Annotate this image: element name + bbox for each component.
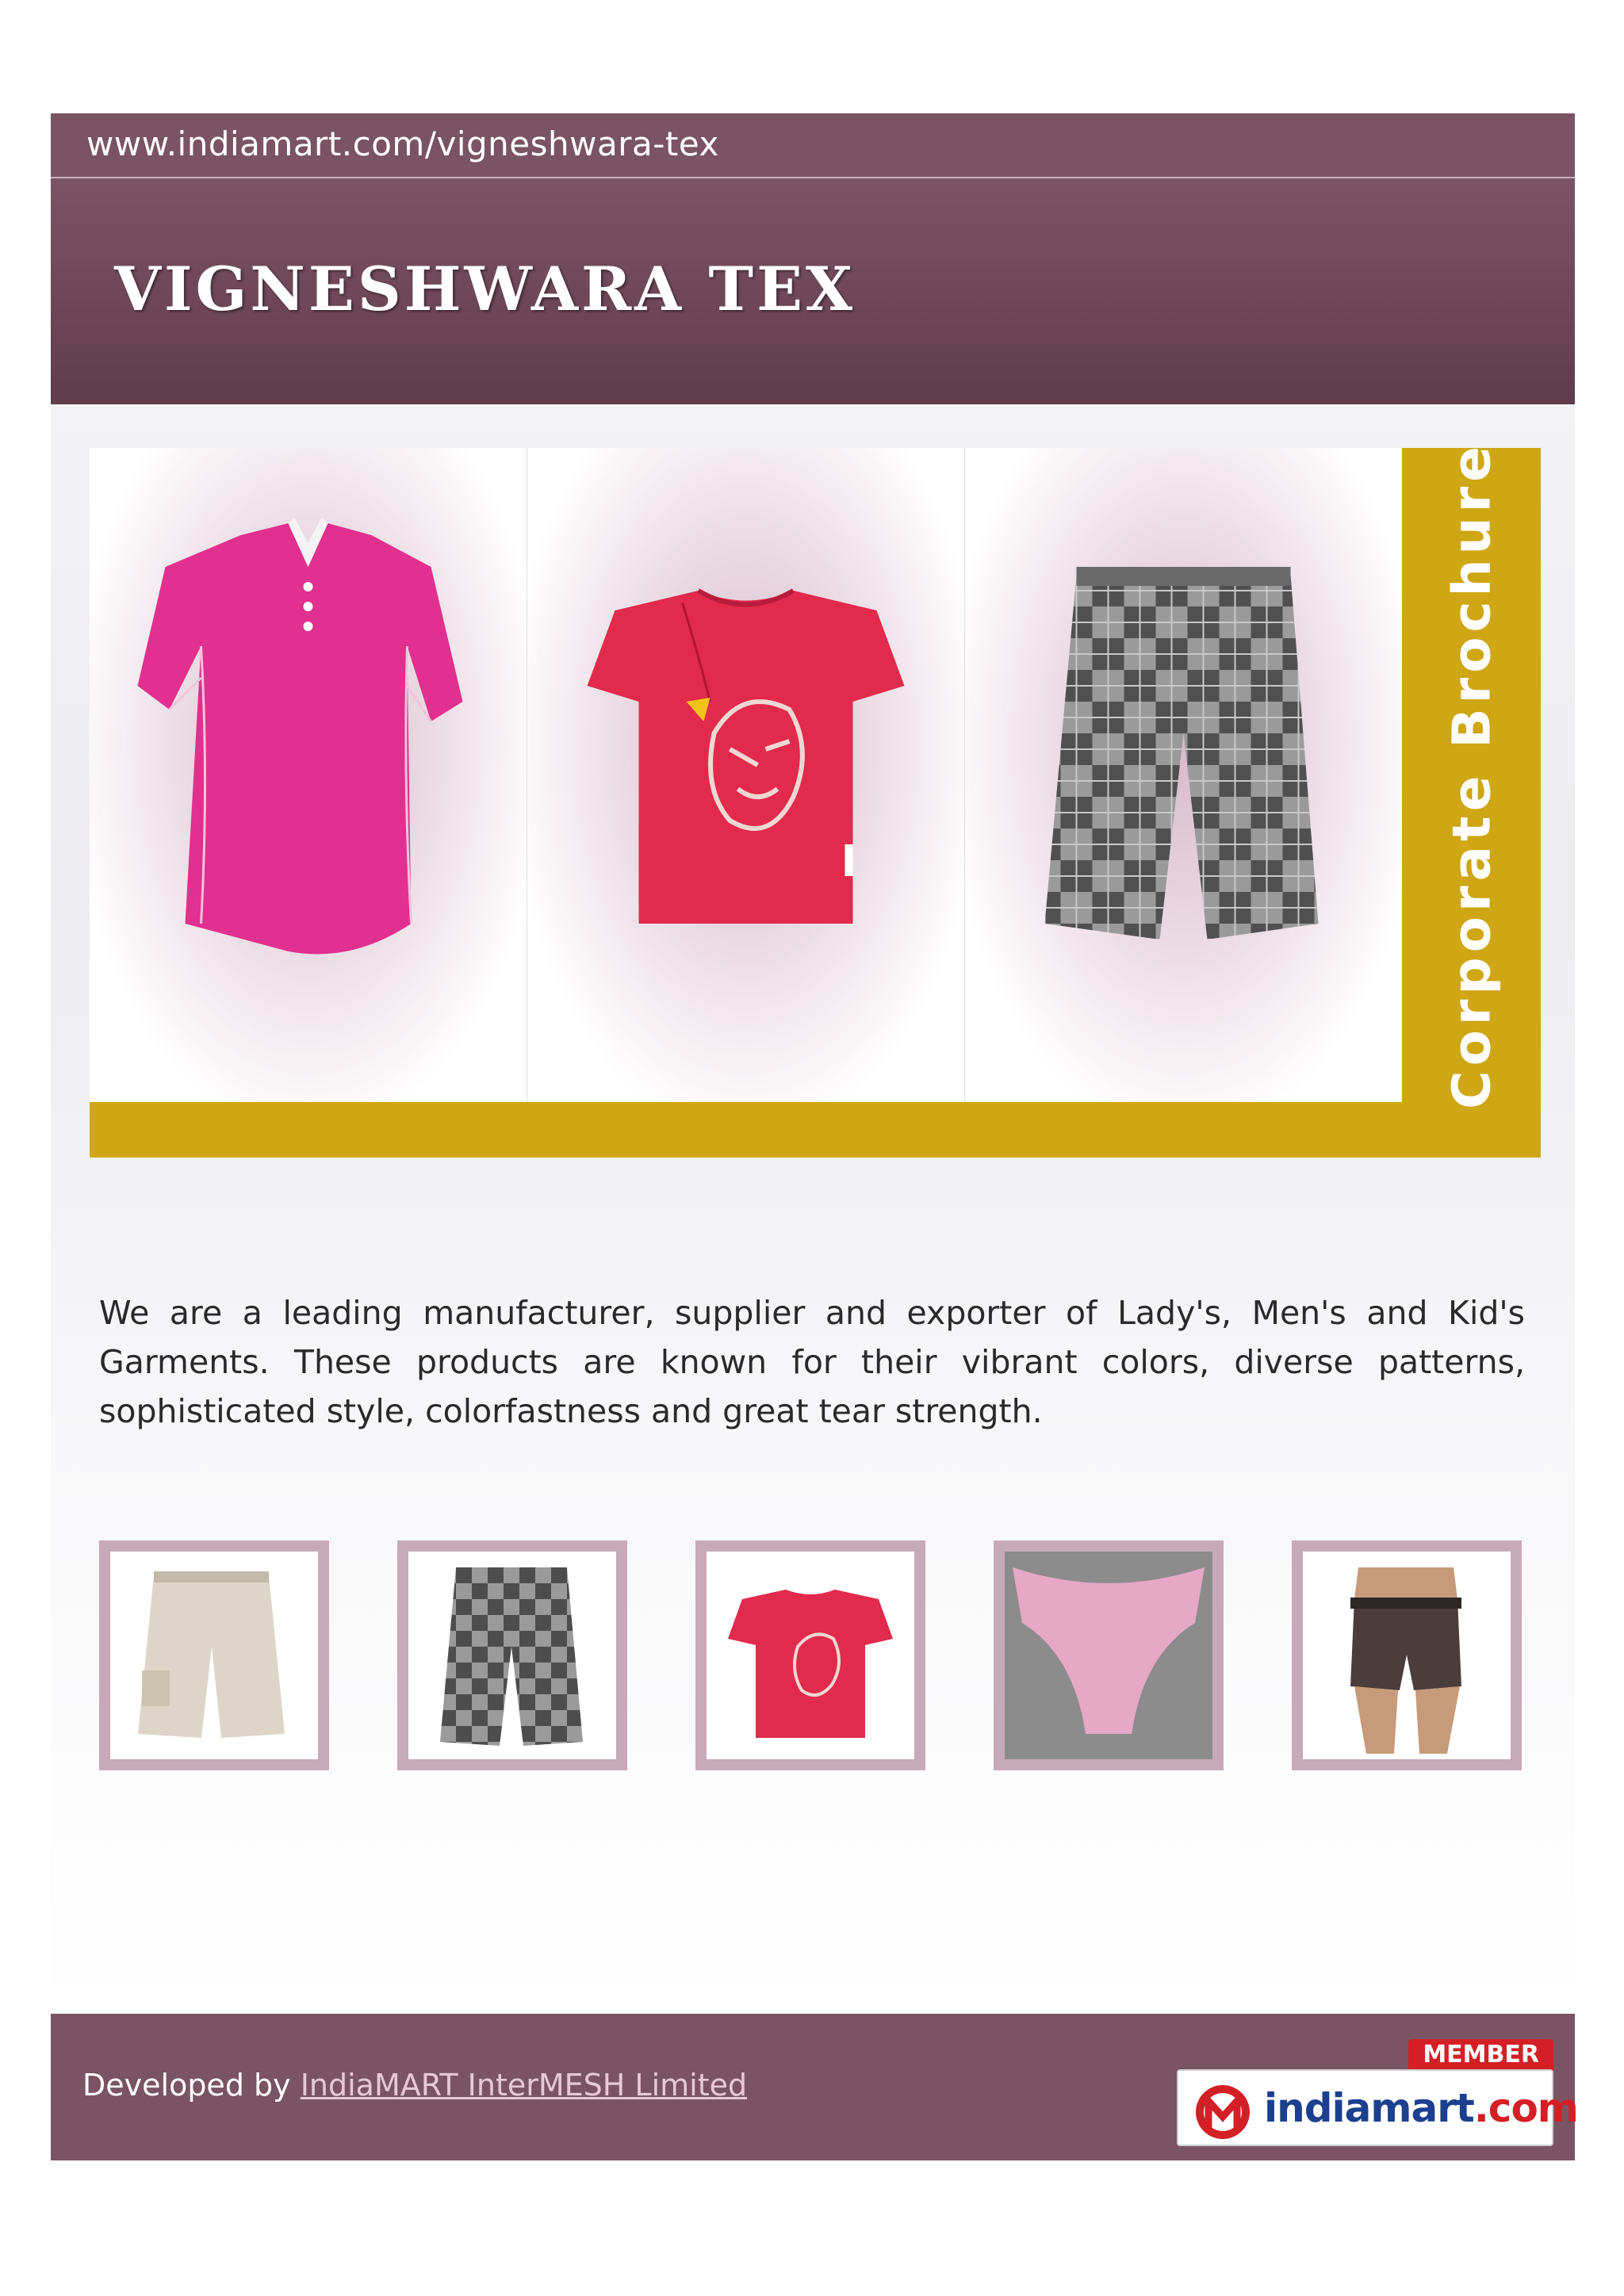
hero-image-polo-shirt bbox=[90, 448, 527, 1102]
indiamart-member-logo[interactable] bbox=[1177, 2039, 1578, 2146]
indiamart-m-icon bbox=[1189, 2077, 1256, 2141]
header-bar bbox=[51, 113, 1575, 177]
plaid-shorts-image bbox=[965, 448, 1402, 1102]
polo-shirt-image bbox=[90, 448, 527, 1102]
website-url[interactable]: www.indiamart.com/vigneshwara-tex bbox=[86, 124, 719, 163]
company-name: VIGNESHWARA TEX bbox=[114, 254, 856, 324]
thumbnail-pink-brief[interactable] bbox=[994, 1540, 1224, 1770]
member-badge: MEMBER bbox=[1408, 2039, 1553, 2071]
title-band bbox=[51, 178, 1575, 404]
cargo-shorts-image bbox=[110, 1552, 318, 1759]
thumbnail-boxer-briefs[interactable] bbox=[1292, 1540, 1522, 1770]
logo-text-suffix: .com bbox=[1473, 2085, 1578, 2131]
company-intro: We are a leading manufacturer, supplier and exporter of Lady's, Men's and Kid's Garments. These products are known for their vibrant colors, diverse patterns, sophisticated style, colorfastness and great tear strength. bbox=[99, 1294, 1525, 1430]
pink-brief-image bbox=[1005, 1552, 1212, 1759]
kids-tshirt-thumb-image bbox=[707, 1552, 914, 1759]
thumbnail-cargo-shorts[interactable] bbox=[99, 1540, 329, 1770]
footer-credit bbox=[82, 2068, 747, 2103]
hero-product-panel bbox=[90, 448, 1402, 1102]
footer-prefix: Developed by bbox=[82, 2068, 301, 2103]
indiamart-logo-box bbox=[1177, 2069, 1578, 2146]
thumbnail-plaid-shorts[interactable] bbox=[397, 1540, 627, 1770]
kids-tshirt-image bbox=[527, 448, 964, 1102]
product-thumbnails bbox=[99, 1540, 1523, 1770]
boxer-briefs-image bbox=[1303, 1552, 1511, 1759]
hero-image-kids-tshirt bbox=[527, 448, 965, 1102]
logo-text-main: indiamart bbox=[1264, 2085, 1474, 2131]
indiamart-logo-text bbox=[1264, 2085, 1578, 2131]
corporate-brochure-text: Corporate Brochure bbox=[1441, 441, 1502, 1109]
corporate-brochure-label bbox=[1402, 441, 1541, 1109]
thumbnail-kids-tshirt[interactable] bbox=[695, 1540, 925, 1770]
hero-banner bbox=[90, 441, 1541, 1158]
hero-image-plaid-shorts bbox=[965, 448, 1402, 1102]
indiamart-intermesh-link[interactable]: IndiaMART InterMESH Limited bbox=[300, 2068, 748, 2103]
plaid-shorts-thumb-image bbox=[408, 1552, 616, 1759]
footer-bar bbox=[51, 2014, 1578, 2160]
